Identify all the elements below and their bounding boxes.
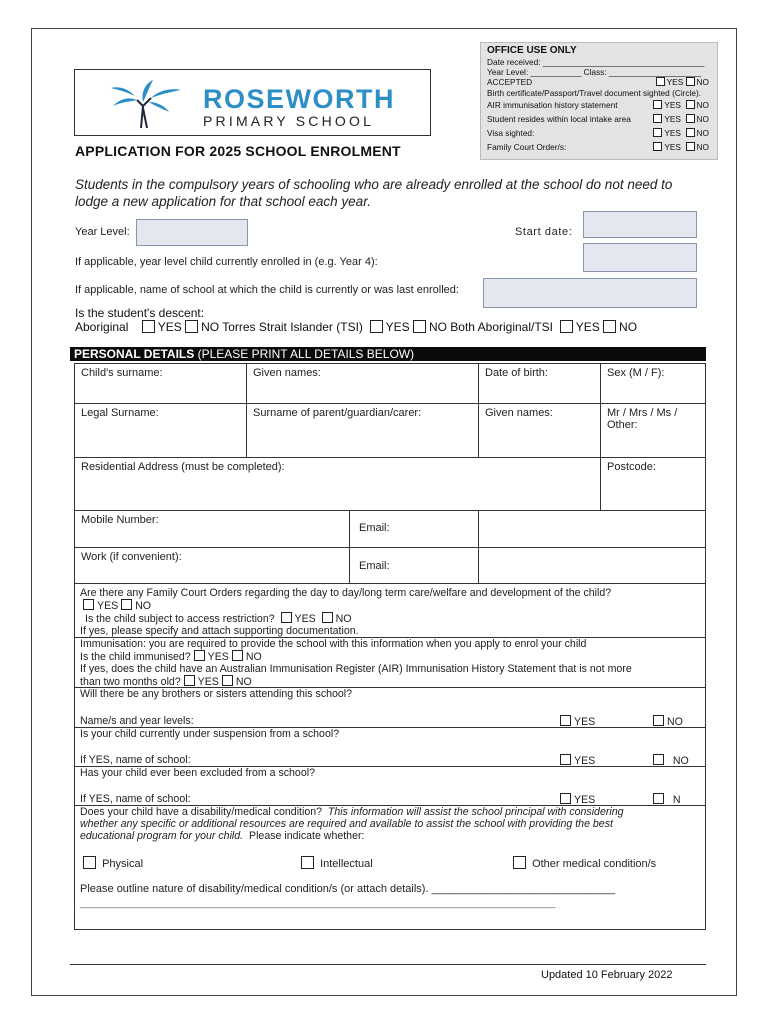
disability-note-1: This information will assist the school principal with considering bbox=[327, 806, 624, 818]
address-cell[interactable] bbox=[75, 458, 601, 511]
no-label: NO bbox=[245, 651, 262, 663]
work-label: Work (if convenient): bbox=[81, 551, 182, 563]
other-medical-option bbox=[513, 856, 656, 871]
accepted-no-checkbox[interactable] bbox=[686, 77, 695, 86]
office-visa: Visa sighted: bbox=[487, 127, 535, 138]
air-no-checkbox[interactable] bbox=[686, 100, 695, 109]
accepted-yes-checkbox[interactable] bbox=[656, 77, 665, 86]
tsi-no-checkbox[interactable] bbox=[413, 320, 426, 333]
air-yes-checkbox[interactable] bbox=[653, 100, 662, 109]
yes-label: YES bbox=[97, 600, 119, 612]
no-label: NO bbox=[428, 320, 447, 334]
descent-options bbox=[75, 320, 637, 334]
school-logo bbox=[74, 69, 431, 136]
no-label: NO bbox=[696, 99, 709, 110]
no-label: NO bbox=[672, 755, 689, 767]
address-label: Residential Address (must be completed): bbox=[81, 461, 285, 473]
disability-row bbox=[80, 806, 624, 819]
court-options bbox=[83, 599, 151, 613]
office-court: Family Court Order/s: bbox=[487, 141, 567, 152]
physical-checkbox[interactable] bbox=[83, 856, 96, 869]
suspension-school: If YES, name of school: bbox=[80, 754, 191, 766]
court-question: Are there any Family Court Orders regarding the day to day/long term care/welfare and development of the child? bbox=[80, 587, 612, 599]
outline-label[interactable]: Please outline nature of disability/medical condition/s (or attach details). ______________________________ bbox=[80, 883, 616, 895]
outline-line[interactable]: _______________________________________________________________________________________________ bbox=[80, 898, 556, 908]
dob-label: Date of birth: bbox=[485, 367, 548, 379]
start-date-field[interactable] bbox=[583, 211, 697, 238]
no-label: NO bbox=[696, 127, 709, 138]
indicate-label: Please indicate whether: bbox=[249, 830, 365, 842]
given-names-cell[interactable] bbox=[247, 364, 479, 404]
no-label: NO bbox=[201, 320, 220, 334]
parent-given-label: Given names: bbox=[485, 407, 553, 419]
disability-note-3: educational program for your child. bbox=[80, 830, 244, 842]
aboriginal-label: Aboriginal bbox=[75, 320, 129, 334]
court-yes-checkbox[interactable] bbox=[653, 142, 662, 151]
intellectual-checkbox[interactable] bbox=[301, 856, 314, 869]
restriction-note: If yes, please specify and attach supporting documentation. bbox=[80, 625, 359, 637]
tsi-yes-checkbox[interactable] bbox=[370, 320, 383, 333]
yes-label: YES bbox=[294, 613, 316, 625]
mobile-cell[interactable] bbox=[75, 511, 479, 548]
office-birth-cert: Birth certificate/Passport/Travel document sighted (Circle). bbox=[487, 87, 702, 98]
office-accepted: ACCEPTED bbox=[487, 77, 533, 88]
work-email-label: Email: bbox=[359, 560, 390, 572]
yes-label: YES bbox=[157, 320, 182, 334]
yes-label: YES bbox=[666, 77, 684, 88]
air-yes-checkbox[interactable] bbox=[184, 675, 195, 686]
questions-block bbox=[74, 584, 706, 930]
resides-yes-checkbox[interactable] bbox=[653, 114, 662, 123]
work-cell[interactable] bbox=[75, 548, 479, 584]
postcode-label: Postcode: bbox=[607, 461, 656, 473]
year-level-field[interactable] bbox=[136, 219, 248, 246]
yes-label: YES bbox=[664, 127, 681, 138]
postcode-cell[interactable] bbox=[601, 458, 706, 511]
excluded-yes-checkbox[interactable] bbox=[560, 793, 571, 804]
title-cell[interactable] bbox=[601, 404, 706, 458]
immunised-no-checkbox[interactable] bbox=[232, 650, 243, 661]
n-label: N bbox=[672, 794, 681, 806]
form-title: APPLICATION FOR 2025 SCHOOL ENROLMENT bbox=[75, 143, 401, 159]
intro-text: Students in the compulsory years of schooling who are already enrolled at the school do not need to lodge a new application for that school each year. bbox=[75, 177, 673, 209]
footer-divider bbox=[70, 964, 706, 965]
office-use-box bbox=[480, 42, 718, 160]
logo-subtitle: PRIMARY SCHOOL bbox=[203, 113, 375, 129]
immunisation-note: Immunisation: you are required to provide the school with this information when you apply to enrol your child bbox=[80, 638, 587, 650]
start-date-label: Start date: bbox=[515, 226, 573, 238]
sex-cell[interactable] bbox=[601, 364, 706, 404]
visa-yes-checkbox[interactable] bbox=[653, 128, 662, 137]
siblings-no-checkbox[interactable] bbox=[653, 715, 664, 726]
legal-surname-cell[interactable] bbox=[75, 404, 247, 458]
mobile-email-cell[interactable] bbox=[479, 511, 706, 548]
cell-divider bbox=[349, 548, 350, 584]
siblings-question: Will there be any brothers or sisters attending this school? bbox=[80, 688, 353, 700]
title-options: Mr / Mrs / Ms / bbox=[607, 407, 678, 419]
both-label: Both Aboriginal/TSI bbox=[450, 320, 554, 334]
yes-label: YES bbox=[574, 716, 596, 728]
parent-given-cell[interactable] bbox=[479, 404, 601, 458]
court-no-checkbox[interactable] bbox=[121, 599, 132, 610]
immunised-question: Is the child immunised? bbox=[80, 651, 191, 663]
restriction-row bbox=[85, 612, 351, 626]
dob-cell[interactable] bbox=[479, 364, 601, 404]
work-email-cell[interactable] bbox=[479, 548, 706, 584]
yes-label: YES bbox=[574, 794, 596, 806]
visa-no-checkbox[interactable] bbox=[686, 128, 695, 137]
siblings-yes-checkbox[interactable] bbox=[560, 715, 571, 726]
suspension-question: Is your child currently under suspension from a school? bbox=[80, 728, 340, 740]
last-school-label: If applicable, name of school at which the child is currently or was last enrolled: bbox=[75, 284, 459, 296]
disability-question: Does your child have a disability/medical condition? bbox=[80, 806, 323, 818]
descent-question: Is the student's descent: bbox=[75, 306, 205, 320]
year-level-label: Year Level: bbox=[75, 226, 130, 238]
last-school-field[interactable] bbox=[483, 278, 697, 308]
office-date-received: Date received: ___________________________________ bbox=[487, 57, 705, 67]
surname-label: Child's surname: bbox=[81, 367, 163, 379]
both-yes-checkbox[interactable] bbox=[560, 320, 573, 333]
no-label: NO bbox=[696, 141, 709, 152]
no-label: NO bbox=[135, 600, 152, 612]
siblings-names: Name/s and year levels: bbox=[80, 715, 194, 727]
no-label: NO bbox=[335, 613, 352, 625]
current-year-field[interactable] bbox=[583, 243, 697, 272]
aboriginal-yes-checkbox[interactable] bbox=[142, 320, 155, 333]
excluded-no-checkbox[interactable] bbox=[653, 793, 664, 804]
section-subheading: (PLEASE PRINT ALL DETAILS BELOW) bbox=[197, 347, 415, 361]
both-no-checkbox[interactable] bbox=[603, 320, 616, 333]
cell-divider bbox=[349, 511, 350, 548]
air-question-2: than two months old? bbox=[80, 676, 181, 688]
parent-surname-label: Surname of parent/guardian/carer: bbox=[253, 407, 422, 419]
disability-note-2: whether any specific or additional resources are required and available to assist the school with providing the best bbox=[80, 818, 613, 830]
air-question: If yes, does the child have an Australian Immunisation Register (AIR) Immunisation History Statement that is not more bbox=[80, 663, 632, 675]
sex-label: Sex (M / F): bbox=[607, 367, 665, 379]
no-label: NO bbox=[235, 676, 252, 688]
other-medical-checkbox[interactable] bbox=[513, 856, 526, 869]
resides-no-checkbox[interactable] bbox=[686, 114, 695, 123]
excluded-school: If YES, name of school: bbox=[80, 793, 191, 805]
section-heading: PERSONAL DETAILS bbox=[74, 347, 195, 361]
other-medical-label: Other medical condition/s bbox=[532, 858, 657, 870]
restriction-no-checkbox[interactable] bbox=[322, 612, 333, 623]
title-other: Other: bbox=[607, 419, 638, 431]
restriction-yes-checkbox[interactable] bbox=[281, 612, 292, 623]
physical-label: Physical bbox=[102, 858, 144, 870]
legal-surname-label: Legal Surname: bbox=[81, 407, 159, 419]
suspension-no-checkbox[interactable] bbox=[653, 754, 664, 765]
intellectual-option bbox=[301, 856, 373, 871]
yes-label: YES bbox=[207, 651, 229, 663]
personal-details-header bbox=[70, 347, 706, 361]
mobile-label: Mobile Number: bbox=[81, 514, 159, 526]
yes-label: YES bbox=[575, 320, 600, 334]
yes-label: YES bbox=[574, 755, 596, 767]
restriction-question: Is the child subject to access restriction? bbox=[85, 613, 275, 625]
personal-details-table bbox=[74, 363, 706, 584]
excluded-question: Has your child ever been excluded from a school? bbox=[80, 767, 315, 779]
immunised-yes-checkbox[interactable] bbox=[194, 650, 205, 661]
air-no-checkbox[interactable] bbox=[222, 675, 233, 686]
yes-label: YES bbox=[664, 141, 681, 152]
suspension-yes-checkbox[interactable] bbox=[560, 754, 571, 765]
physical-option bbox=[83, 856, 143, 871]
disability-row-3 bbox=[80, 830, 364, 843]
surname-cell[interactable] bbox=[75, 364, 247, 404]
current-year-label: If applicable, year level child currently enrolled in (e.g. Year 4): bbox=[75, 256, 378, 268]
given-names-label: Given names: bbox=[253, 367, 321, 379]
intellectual-label: Intellectual bbox=[320, 858, 373, 870]
no-label: NO bbox=[619, 320, 638, 334]
yes-label: YES bbox=[385, 320, 410, 334]
tree-logo-icon bbox=[97, 76, 197, 132]
yes-label: YES bbox=[197, 676, 219, 688]
no-label: NO bbox=[667, 716, 683, 728]
court-no-checkbox[interactable] bbox=[686, 142, 695, 151]
footer-updated: Updated 10 February 2022 bbox=[541, 969, 673, 981]
yes-label: YES bbox=[664, 113, 681, 124]
yes-label: YES bbox=[664, 99, 681, 110]
no-label: NO bbox=[696, 113, 709, 124]
email-label: Email: bbox=[359, 522, 390, 534]
office-title: OFFICE USE ONLY bbox=[487, 45, 577, 56]
court-yes-checkbox[interactable] bbox=[83, 599, 94, 610]
office-year-level: Year Level: ___________ Class: ____________________ bbox=[487, 67, 702, 78]
immunised-row bbox=[80, 650, 262, 664]
office-resides: Student resides within local intake area bbox=[487, 113, 631, 124]
tsi-label: Torres Strait Islander (TSI) bbox=[222, 320, 363, 334]
office-air: AIR immunisation history statement bbox=[487, 99, 618, 110]
aboriginal-no-checkbox[interactable] bbox=[185, 320, 198, 333]
parent-surname-cell[interactable] bbox=[247, 404, 479, 458]
logo-name: ROSEWORTH bbox=[203, 84, 395, 114]
no-label: NO bbox=[696, 77, 709, 88]
